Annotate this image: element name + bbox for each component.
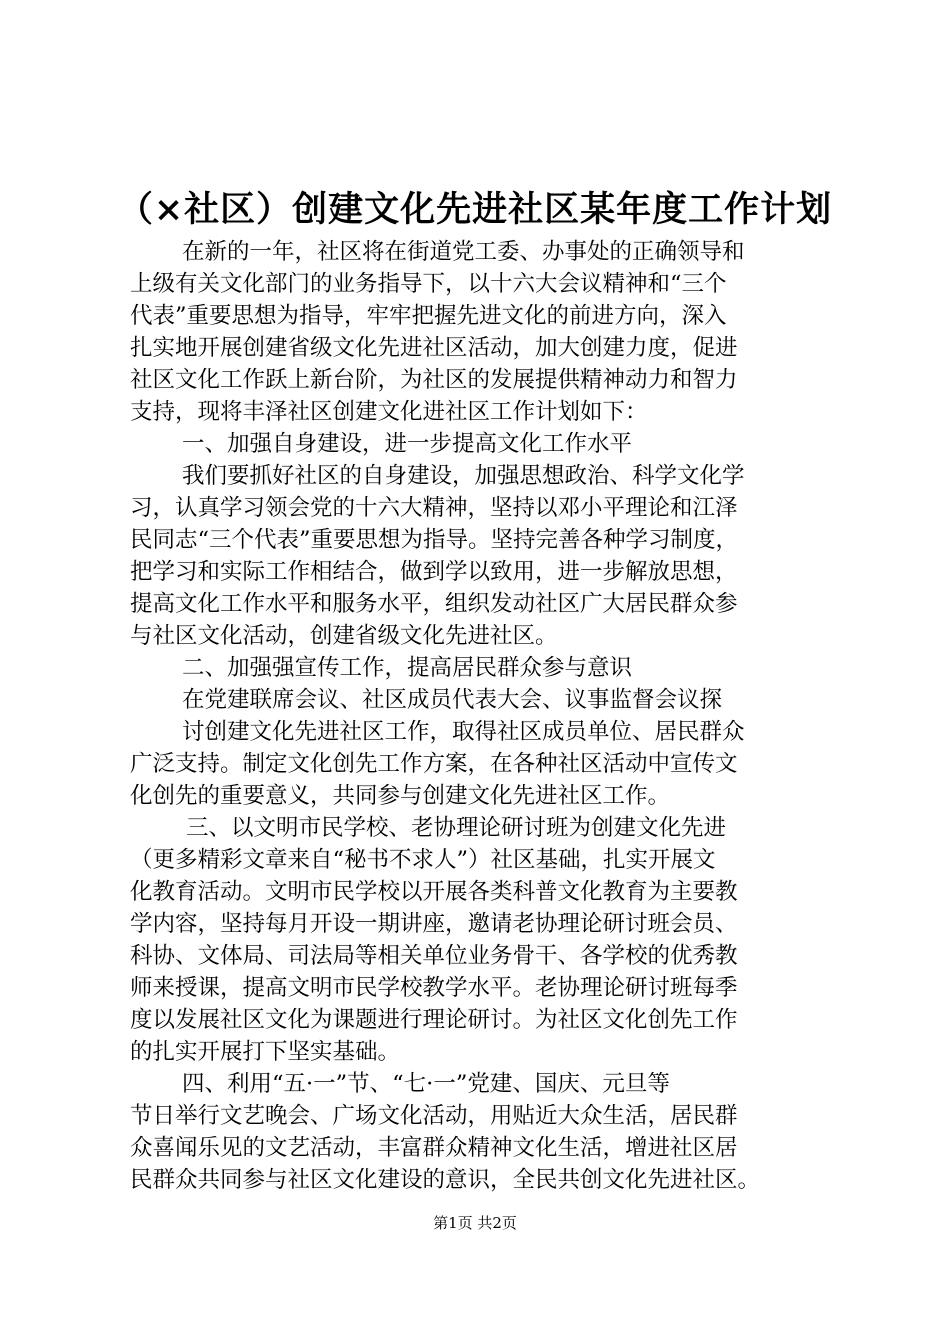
text-line: 众喜闻乐见的文艺活动，丰富群众精神文化生活，增进社区居 [130, 1135, 738, 1161]
section-heading-1: 一、加强自身建设，进一步提高文化工作水平 [182, 431, 633, 457]
text-line: 扎实地开展创建省级文化先进社区活动，加大创建力度，促进 [130, 335, 738, 361]
document-body [130, 236, 845, 1196]
text-line: 代表”重要思想为指导，牢牢把握先进文化的前进方向，深入 [130, 303, 727, 329]
text-line: 上级有关文化部门的业务指导下，以十六大会议精神和“三个 [130, 271, 727, 297]
text-line: 把学习和实际工作相结合，做到学以致用，进一步解放思想， [130, 559, 738, 585]
text-line: 社区文化工作跃上新台阶，为社区的发展提供精神动力和智力 [130, 367, 738, 393]
text-line: 民同志“三个代表”重要思想为指导。坚持完善各种学习制度， [130, 527, 739, 553]
text-line: 习，认真学习领会党的十六大精神，坚持以邓小平理论和江泽 [130, 495, 738, 521]
text-line: 我们要抓好社区的自身建设，加强思想政治、科学文化学 [182, 463, 745, 489]
text-line: 与社区文化活动，创建省级文化先进社区。 [130, 623, 558, 649]
section-heading-2: 二、加强强宣传工作，提高居民群众参与意识 [182, 655, 633, 681]
text-line: 提高文化工作水平和服务水平，组织发动社区广大居民群众参 [130, 591, 738, 617]
text-line: 师来授课，提高文明市民学校教学水平。老协理论研讨班每季 [130, 975, 738, 1001]
text-line: 学内容，坚持每月开设一期讲座，邀请老协理论研讨班会员、 [130, 911, 738, 937]
text-line: 科协、文体局、司法局等相关单位业务骨干、各学校的优秀教 [130, 943, 738, 969]
page-footer: 第1页 共2页 [433, 1214, 517, 1232]
text-line: （更多精彩文章来自“秘书不求人”）社区基础，扎实开展文 [130, 847, 716, 873]
text-line: 民群众共同参与社区文化建设的意识，全民共创文化先进社区。 [130, 1167, 761, 1193]
text-line: 广泛支持。制定文化创先工作方案，在各种社区活动中宣传文 [130, 751, 738, 777]
text-line: 在新的一年，社区将在街道党工委、办事处的正确领导和 [182, 239, 745, 265]
text-line: 度以发展社区文化为课题进行理论研讨。为社区文化创先工作 [130, 1007, 738, 1033]
text-line: 支持，现将丰泽社区创建文化进社区工作计划如下： [130, 399, 648, 425]
section-heading-4: 四、利用“五·一”节、“七·一”党建、国庆、元旦等 [182, 1071, 670, 1097]
section-heading-3: 三、以文明市民学校、老协理论研讨班为创建文化先进 [186, 815, 727, 841]
text-line: 节日举行文艺晚会、广场文化活动，用贴近大众生活，居民群 [130, 1103, 738, 1129]
text-line: 在党建联席会议、社区成员代表大会、议事监督会议探 [182, 687, 723, 713]
text-line: 讨创建文化先进社区工作，取得社区成员单位、居民群众 [182, 719, 745, 745]
text-line: 化创先的重要意义，共同参与创建文化先进社区工作。 [130, 783, 671, 809]
text-line: 化教育活动。文明市民学校以开展各类科普文化教育为主要教 [130, 879, 738, 905]
text-line: 的扎实开展打下坚实基础。 [130, 1039, 401, 1065]
document-title: （×社区）创建文化先进社区某年度工作计划 [117, 189, 833, 230]
